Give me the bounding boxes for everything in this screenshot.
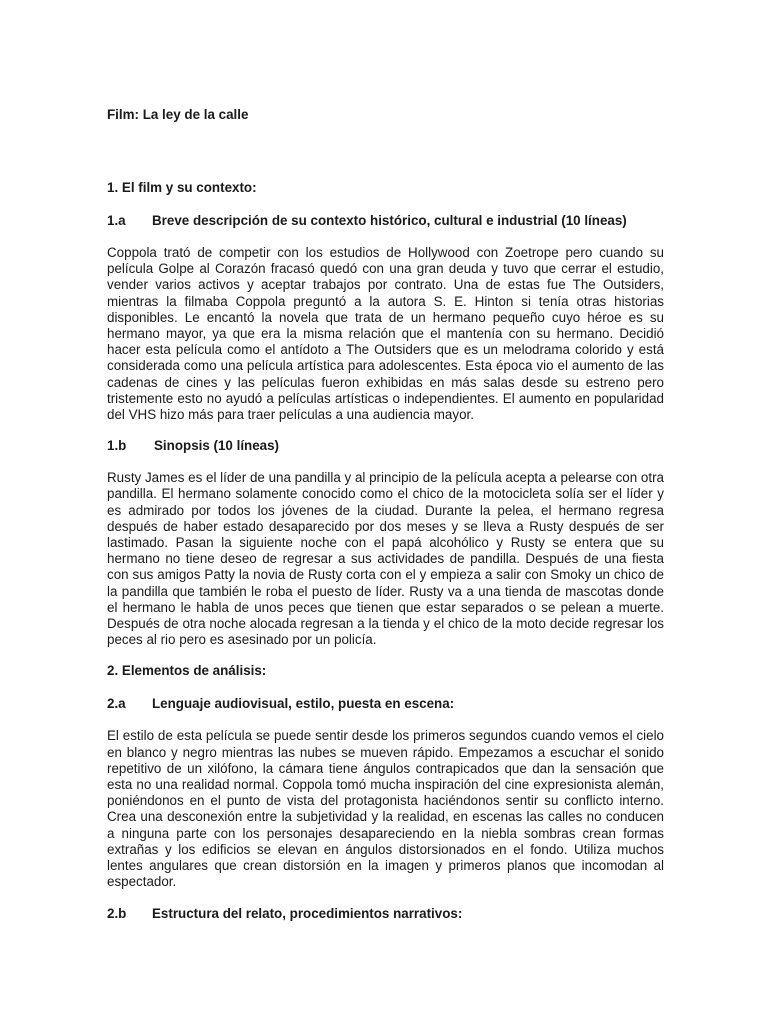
section-1a-heading: [107, 213, 664, 229]
section-2b-heading: [107, 906, 664, 922]
section-1b-number: 1.b: [107, 438, 127, 454]
section-2a-number: 2.a: [107, 696, 126, 712]
section-1a-number: 1.a: [107, 213, 126, 228]
section-2b-number: 2.b: [107, 905, 127, 921]
section-1a-paragraph: Coppola trató de competir con los estudios de Hollywood con Zoetrope pero cuando su película Golpe al Corazón fracasó quedó con una gran deuda y tuvo que cerrar el estudio, vender varios activos y aceptar trabajos por contrato. Una de estas fue The Outsiders, mientras la filmaba Coppola preguntó a la autora S. E. Hinton si tenía otras historias disponibles. Le encantó la novela que trata de un hermano pequeño cuyo héroe es su hermano mayor, ya que era la misma relación que el mantenía con su hermano. Decidió hacer esta película como el antídoto a The Outsiders que es un melodrama colorido y está considerada como una película artística para adolescentes. Esta época vio el aumento de las cadenas de cines y las películas fueron exhibidas en más salas desde su estreno pero tristemente esto no ayudó a películas artísticas o independientes. El aumento en popularidad del VHS hizo más para traer películas a una audiencia mayor.: [107, 245, 664, 423]
section-2a-title: Lenguaje audiovisual, estilo, puesta en escena:: [152, 696, 455, 712]
film-title: Film: La ley de la calle: [107, 107, 249, 122]
section-2a-heading: [107, 696, 664, 712]
section-2b-title: Estructura del relato, procedimientos narrativos:: [152, 905, 463, 921]
section-2-title-text: 2. Elementos de análisis:: [107, 663, 267, 679]
section-1a-title: Breve descripción de su contexto histórico, cultural e industrial (10 líneas): [152, 213, 627, 228]
section-1-title-text: 1. El film y su contexto:: [107, 180, 257, 195]
section-2-title: [107, 663, 664, 679]
section-1-title: [107, 180, 664, 196]
section-1b-title: Sinopsis (10 líneas): [154, 438, 280, 454]
section-1b-heading: [107, 438, 664, 454]
section-1b-paragraph: Rusty James es el líder de una pandilla y al principio de la película acepta a pelearse con otra pandilla. El hermano solamente conocido como el chico de la motocicleta solía ser el líder y es admirado por todos los jóvenes de la ciudad. Durante la pelea, el hermano regresa después de haber estado desaparecido por dos meses y se lleva a Rusty después de ser lastimado. Pasan la siguiente noche con el papá alcohólico y Rusty se entera que su hermano no tiene deseo de regresar a sus actividades de pandilla. Después de una fiesta con sus amigos Patty la novia de Rusty corta con el y empieza a salir con Smoky un chico de la pandilla que también le roba el puesto de líder. Rusty va a una tienda de mascotas donde el hermano le habla de unos peces que tienen que estar separados o se pelean a muerte. Después de otra noche alocada regresan a la tienda y el chico de la moto decide regresar los peces al rio pero es asesinado por un policía.: [107, 470, 664, 648]
section-2a-paragraph: El estilo de esta película se puede sentir desde los primeros segundos cuando vemos el cielo en blanco y negro mientras las nubes se mueven rápido. Empezamos a escuchar el sonido repetitivo de un xilófono, la cámara tiene ángulos contrapicados que dan la sensación que esta no una realidad normal. Coppola tomó mucha inspiración del cine expresionista alemán, poniéndonos en el punto de vista del protagonista haciéndonos sentir su conflicto interno. Crea una desconexión entre la subjetividad y la realidad, en escenas las calles no conducen a ninguna parte con los personajes desapareciendo en la niebla sombras crean formas extrañas y los edificios se elevan en ángulos distorsionados en el fondo. Utiliza muchos lentes angulares que crean distorsión en la imagen y primeros planos que incomodan al espectador.: [107, 728, 664, 890]
